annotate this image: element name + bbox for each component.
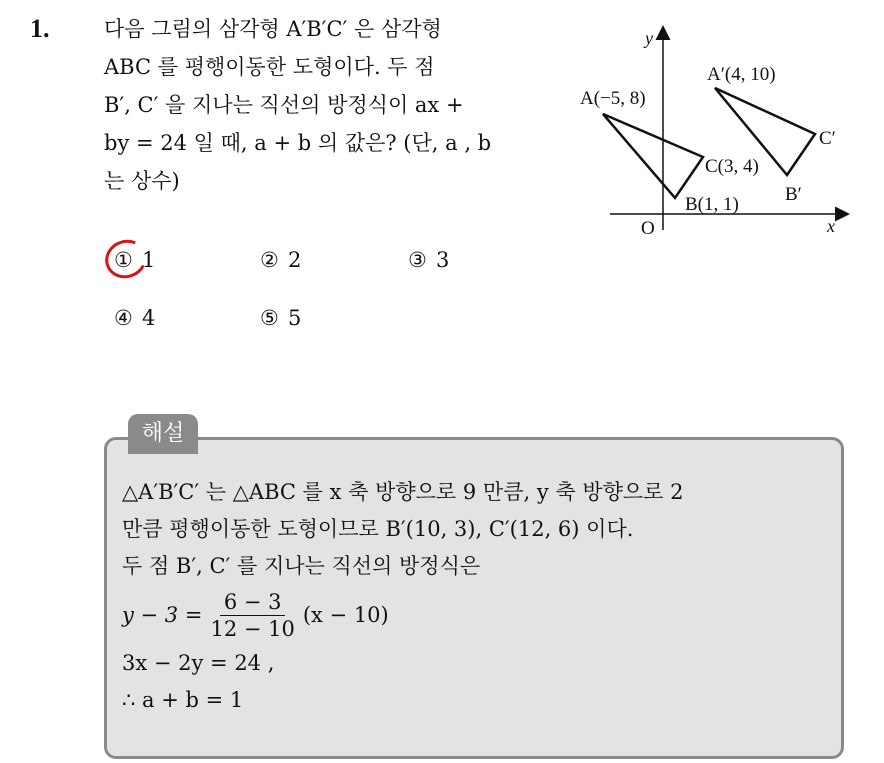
equation-right: (x − 10) (302, 603, 389, 627)
question-number: 1. (30, 14, 50, 43)
point-a-label: A(−5, 8) (580, 88, 646, 109)
solution-body (122, 474, 842, 719)
solution-equation (122, 585, 842, 645)
question-line: 다음 그림의 삼각형 A′B′C′ 은 삼각형 (104, 17, 442, 41)
point-b-label: B(1, 1) (685, 194, 739, 215)
solution-line: ∴ a + b = 1 (122, 688, 244, 712)
question-line: B′, C′ 을 지나는 직선의 방정식이 ax + (104, 93, 464, 117)
question-line: 는 상수) (104, 169, 180, 193)
choice-mark: ③ (408, 248, 427, 272)
choice-mark: ② (260, 248, 279, 272)
question-text (104, 10, 554, 200)
choice-mark: ① (114, 248, 133, 272)
choice-value: 5 (288, 306, 302, 330)
graph-svg (575, 20, 855, 240)
choice-value: 1 (142, 248, 156, 272)
fraction (206, 589, 298, 642)
choice-value: 3 (436, 248, 450, 272)
choice-5[interactable] (260, 306, 301, 330)
equation-left: y − 3 = (122, 603, 203, 627)
origin-label: O (641, 218, 655, 239)
choice-4[interactable] (114, 306, 155, 330)
point-b-prime-label: B′ (785, 184, 802, 205)
point-c-label: C(3, 4) (705, 156, 759, 177)
solution-tag: 해설 (128, 414, 198, 454)
point-c-prime-label: C′ (819, 128, 836, 149)
x-axis-label: x (827, 216, 835, 236)
selected-answer-circle (100, 234, 152, 284)
choice-value: 4 (142, 306, 156, 330)
solution-line: 3x − 2y = 24 , (122, 651, 275, 675)
question-line: by = 24 일 때, a + b 의 값은? (단, a , b (104, 131, 492, 155)
solution-line: 두 점 B′, C′ 를 지나는 직선의 방정식은 (122, 554, 481, 578)
solution-line: 만큼 평행이동한 도형이므로 B′(10, 3), C′(12, 6) 이다. (122, 517, 634, 541)
choice-mark: ④ (114, 306, 133, 330)
question-line: ABC 를 평행이동한 도형이다. 두 점 (104, 55, 435, 79)
choice-value: 2 (288, 248, 302, 272)
point-a-prime-label: A′(4, 10) (707, 64, 776, 85)
choice-mark: ⑤ (260, 306, 279, 330)
fraction-denominator: 12 − 10 (210, 616, 295, 641)
solution-line: △A′B′C′ 는 △ABC 를 x 축 방향으로 9 만큼, y 축 방향으로 2 (122, 480, 684, 504)
choice-2[interactable] (260, 248, 301, 272)
fraction-numerator: 6 − 3 (220, 589, 286, 616)
y-axis-label: y (645, 28, 653, 48)
choice-3[interactable] (408, 248, 449, 272)
triangle-abc (603, 114, 703, 198)
coordinate-graph (575, 20, 855, 240)
